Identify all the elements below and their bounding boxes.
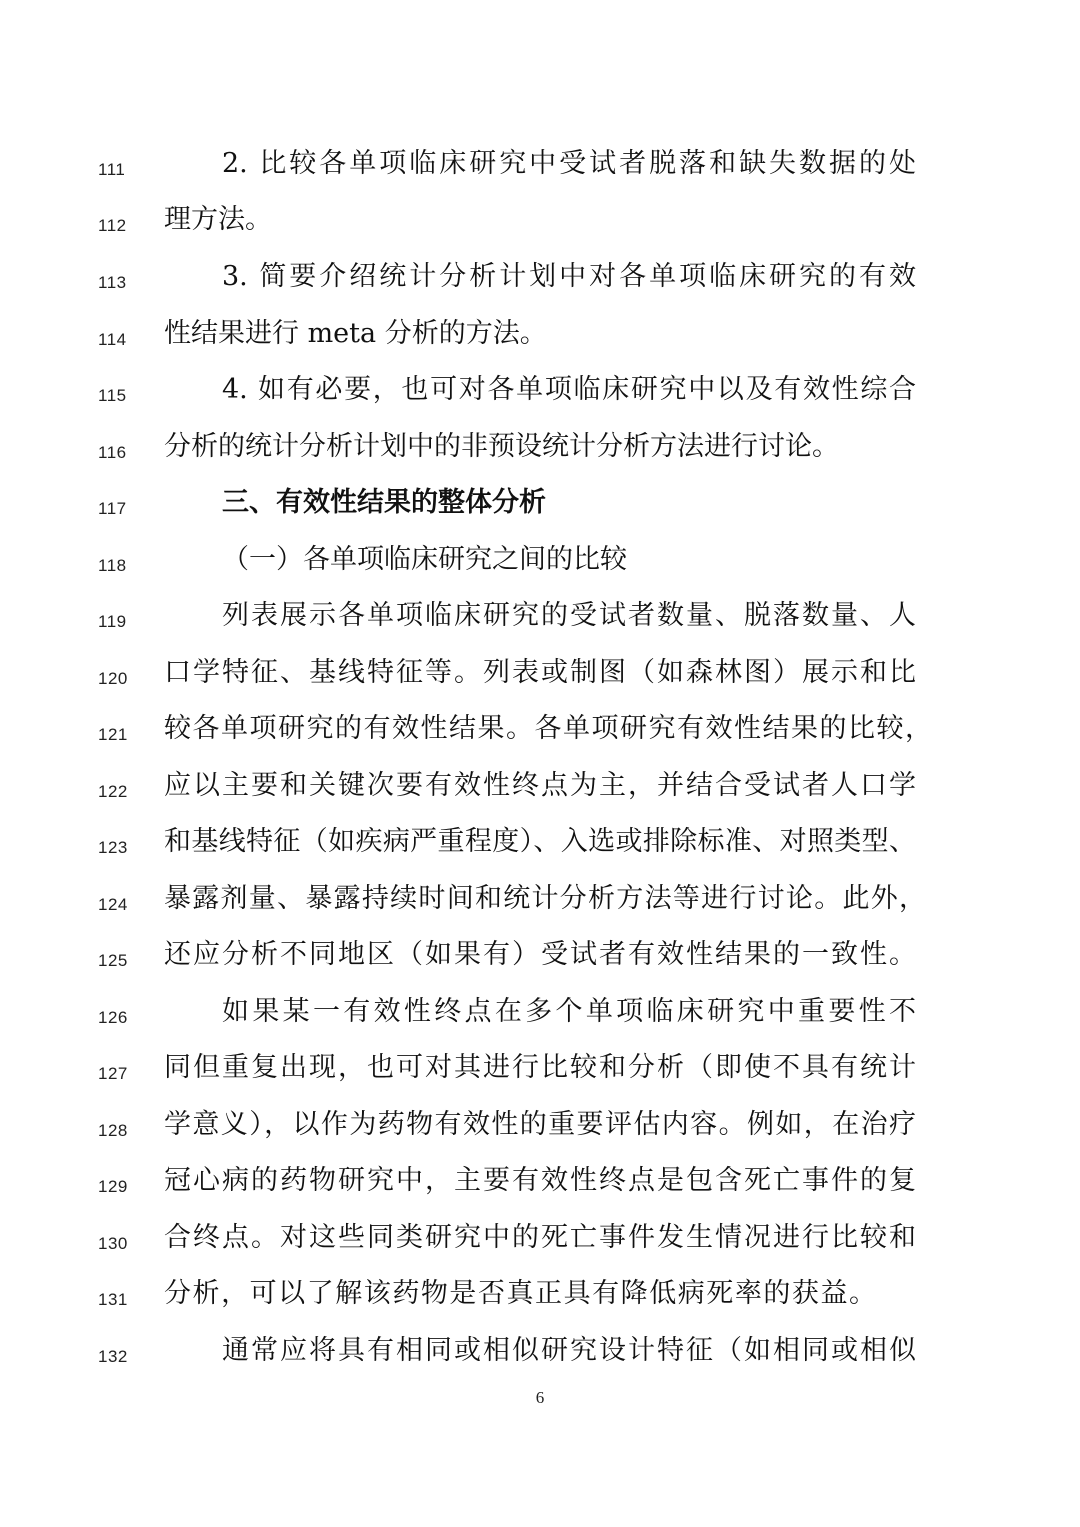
line-number: 126	[98, 1008, 128, 1027]
line-number: 129	[98, 1177, 128, 1196]
text-line	[0, 314, 1080, 370]
line-number: 127	[98, 1064, 128, 1083]
line-number: 111	[98, 160, 126, 179]
text-line	[0, 1105, 1080, 1161]
line-text: 学意义），以作为药物有效性的重要评估内容。例如，在治疗	[164, 1109, 916, 1140]
line-number: 118	[98, 556, 127, 575]
text-line	[0, 370, 1080, 426]
line-text: 如果某一有效性终点在多个单项临床研究中重要性不	[222, 996, 916, 1027]
line-text: 通常应将具有相同或相似研究设计特征（如相同或相似	[222, 1335, 916, 1366]
line-text: 3. 简要介绍统计分析计划中对各单项临床研究的有效	[222, 261, 916, 292]
page-number: 6	[535, 1388, 545, 1407]
line-text: 和基线特征（如疾病严重程度）、入选或排除标准、对照类型、	[164, 826, 916, 857]
line-number: 128	[98, 1121, 128, 1140]
line-text: 口学特征、基线特征等。列表或制图（如森林图）展示和比	[164, 657, 916, 688]
text-line	[0, 992, 1080, 1048]
text-line	[0, 144, 1080, 200]
line-text: 应以主要和关键次要有效性终点为主，并结合受试者人口学	[164, 770, 916, 801]
text-line	[0, 596, 1080, 652]
line-text: 4. 如有必要，也可对各单项临床研究中以及有效性综合	[222, 374, 916, 405]
line-number: 117	[98, 499, 127, 518]
line-text: 暴露剂量、暴露持续时间和统计分析方法等进行讨论。此外，	[164, 883, 926, 914]
text-line	[0, 1161, 1080, 1217]
text-line	[0, 766, 1080, 822]
text-line	[0, 653, 1080, 709]
line-text: 还应分析不同地区（如果有）受试者有效性结果的一致性。	[164, 939, 916, 970]
line-number: 123	[98, 838, 128, 857]
line-number: 130	[98, 1234, 128, 1253]
line-number: 131	[98, 1290, 128, 1309]
line-number: 120	[98, 669, 128, 688]
line-text: 2. 比较各单项临床研究中受试者脱落和缺失数据的处	[222, 148, 916, 179]
text-line	[0, 257, 1080, 313]
line-text: 冠心病的药物研究中，主要有效性终点是包含死亡事件的复	[164, 1165, 916, 1196]
text-line	[0, 935, 1080, 991]
line-text: 列表展示各单项临床研究的受试者数量、脱落数量、人	[222, 600, 916, 631]
line-number: 112	[98, 216, 127, 235]
section-heading-line	[0, 483, 1080, 539]
line-number: 115	[98, 386, 127, 405]
text-line	[0, 1048, 1080, 1104]
line-number: 132	[98, 1347, 128, 1366]
line-text: 理方法。	[164, 204, 272, 235]
line-text: 分析，可以了解该药物是否真正具有降低病死率的获益。	[164, 1278, 876, 1309]
subsection-heading-line	[0, 540, 1080, 596]
text-line	[0, 709, 1080, 765]
text-line	[0, 1274, 1080, 1330]
line-text: 较各单项研究的有效性结果。各单项研究有效性结果的比较，	[164, 713, 932, 744]
text-line	[0, 822, 1080, 878]
line-number: 113	[98, 273, 127, 292]
line-number: 119	[98, 612, 127, 631]
line-number: 114	[98, 330, 127, 349]
line-text: 分析的统计分析计划中的非预设统计分析方法进行讨论。	[164, 431, 839, 462]
line-number: 124	[98, 895, 128, 914]
text-line	[0, 1331, 1080, 1387]
line-number: 122	[98, 782, 128, 801]
section-heading: 三、有效性结果的整体分析	[222, 487, 546, 518]
line-number: 121	[98, 725, 128, 744]
text-line	[0, 1218, 1080, 1274]
text-line	[0, 200, 1080, 256]
subsection-heading: （一）各单项临床研究之间的比较	[222, 544, 627, 575]
line-text: 同但重复出现，也可对其进行比较和分析（即使不具有统计	[164, 1052, 916, 1083]
line-text: 合终点。对这些同类研究中的死亡事件发生情况进行比较和	[164, 1222, 916, 1253]
line-number: 116	[98, 443, 127, 462]
text-line	[0, 427, 1080, 483]
line-number: 125	[98, 951, 128, 970]
text-line	[0, 879, 1080, 935]
line-text: 性结果进行 meta 分析的方法。	[164, 318, 547, 349]
